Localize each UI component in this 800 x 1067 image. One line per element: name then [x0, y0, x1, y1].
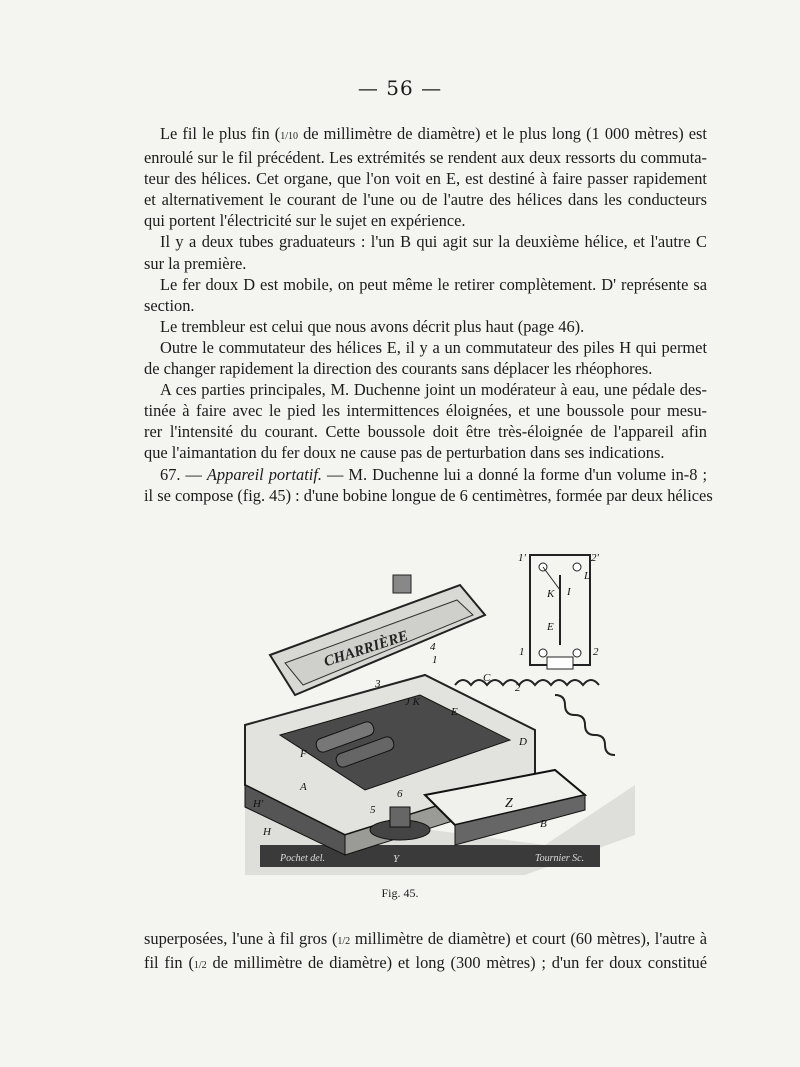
label-Z: Z: [505, 796, 513, 811]
text-run: de changer rapidement la direction des courants sans déplacer les rhéophores.: [144, 359, 653, 379]
text-run: de millimètre de diamètre) et long (300 mètres) ; d'un fer doux constitué: [206, 953, 707, 973]
inset-label-1-prime: 1': [518, 552, 526, 564]
text-run: et alternativement le courant de l'une ou de l'autre des hélices dans les conducteurs: [144, 190, 707, 210]
text-line: [144, 189, 707, 210]
text-run: tinée à faire avec le pied les intermittences éloignées, et une boussole pour mesu-: [144, 401, 707, 421]
label-D: D: [519, 736, 527, 748]
inset-label-E: E: [547, 621, 554, 633]
text-line: [144, 464, 707, 485]
body-text-top: [144, 123, 713, 506]
text-line: [144, 295, 707, 316]
text-line: [144, 147, 707, 168]
text-run: sur la première.: [144, 253, 247, 273]
label-1: 1: [432, 654, 438, 666]
label-6: 6: [397, 788, 403, 800]
body-text-bottom: [144, 928, 707, 976]
inset-label-K: K: [547, 588, 555, 600]
text-run: Le fil le plus fin (: [160, 124, 281, 143]
page-number: — 56 —: [357, 76, 443, 100]
text-run: il se compose (fig. 45) : d'une bobine longue de 6 centimètres, formée par deux hélices: [144, 485, 713, 505]
text-run: que l'aimantation du fer doux ne cause pas de perturbation dans ses indications.: [144, 443, 665, 463]
inset-label-L: L: [584, 570, 591, 582]
label-3: 3: [375, 678, 381, 690]
label-2: 2: [515, 682, 521, 694]
text-run: 67. —: [160, 464, 207, 484]
text-run: superposées, l'une à fil gros (: [144, 929, 338, 948]
fraction: 1/10: [280, 131, 298, 142]
inset-label-1: 1: [519, 646, 525, 658]
text-line: [144, 274, 707, 295]
label-JK: J K: [405, 696, 420, 708]
label-Y: Y: [393, 853, 400, 865]
label-B: B: [540, 818, 547, 830]
figure-caption: Fig. 45.: [381, 886, 419, 900]
label-H-prime: H': [253, 798, 264, 810]
text-line: [144, 442, 707, 463]
label-A: A: [300, 781, 307, 793]
text-run: Outre le commutateur des hélices E, il y a un commutateur des piles H qui permet: [160, 337, 707, 357]
text-run: Le fer doux D est mobile, on peut même le retirer complètement. D' représente sa: [160, 274, 707, 294]
inset-label-2-prime: 2': [591, 552, 599, 564]
text-line: [144, 316, 707, 337]
fraction: 1/2: [337, 936, 351, 947]
text-line: [144, 168, 707, 189]
text-run: rer l'intensité du courant. Cette boussole doit être très-éloignée de l'appareil afin: [144, 422, 707, 442]
text-line: [144, 231, 707, 252]
inset-label-2: 2: [593, 646, 599, 658]
label-E: E: [451, 706, 458, 718]
label-5: 5: [370, 804, 376, 816]
text-line: [144, 928, 707, 952]
label-F: F: [300, 748, 307, 760]
text-run: millimètre de diamètre) et court (60 mètres), l'autre à: [350, 929, 707, 948]
credit-left: Pochet del.: [280, 853, 325, 864]
text-line: [144, 210, 707, 231]
text-line: [144, 952, 707, 976]
text-line: [144, 123, 707, 147]
figure-45-apparatus-illustration: [225, 545, 645, 875]
text-line: [144, 485, 713, 506]
italic-run: Appareil portatif.: [206, 464, 322, 484]
text-line: [144, 379, 707, 400]
text-run: Il y a deux tubes graduateurs : l'un B qui agit sur la deuxième hélice, et l'autre C: [160, 232, 707, 252]
text-run: A ces parties principales, M. Duchenne joint un modérateur à eau, une pédale des-: [160, 380, 707, 400]
fraction: 1/2: [193, 960, 207, 972]
text-run: teur des hélices. Cet organe, que l'on voit en E, est destiné à faire passer rapidement: [144, 169, 707, 189]
text-line: [144, 337, 707, 358]
credit-right: Tournier Sc.: [535, 853, 585, 864]
text-run: de millimètre de diamètre) et le plus long (1 000 mètres) est: [297, 124, 707, 143]
text-run: enroulé sur le fil précédent. Les extrémités se rendent aux deux ressorts du commuta-: [144, 148, 707, 168]
text-line: [144, 400, 707, 421]
text-run: — M. Duchenne lui a donné la forme d'un volume in-8 ;: [321, 464, 707, 484]
label-4: 4: [430, 641, 436, 653]
text-line: [144, 421, 707, 442]
box-label-text: CHARRIÈRE: [322, 628, 411, 671]
text-line: [144, 253, 707, 274]
text-line: [144, 358, 707, 379]
inset-label-I: I: [567, 586, 571, 598]
label-H: H: [263, 826, 271, 838]
text-run: fil fin (: [144, 953, 194, 973]
text-run: qui portent l'électricité sur le sujet en expérience.: [144, 211, 466, 231]
text-run: section.: [144, 295, 195, 315]
label-C: C: [483, 672, 491, 684]
text-run: Le trembleur est celui que nous avons décrit plus haut (page 46).: [160, 316, 585, 336]
